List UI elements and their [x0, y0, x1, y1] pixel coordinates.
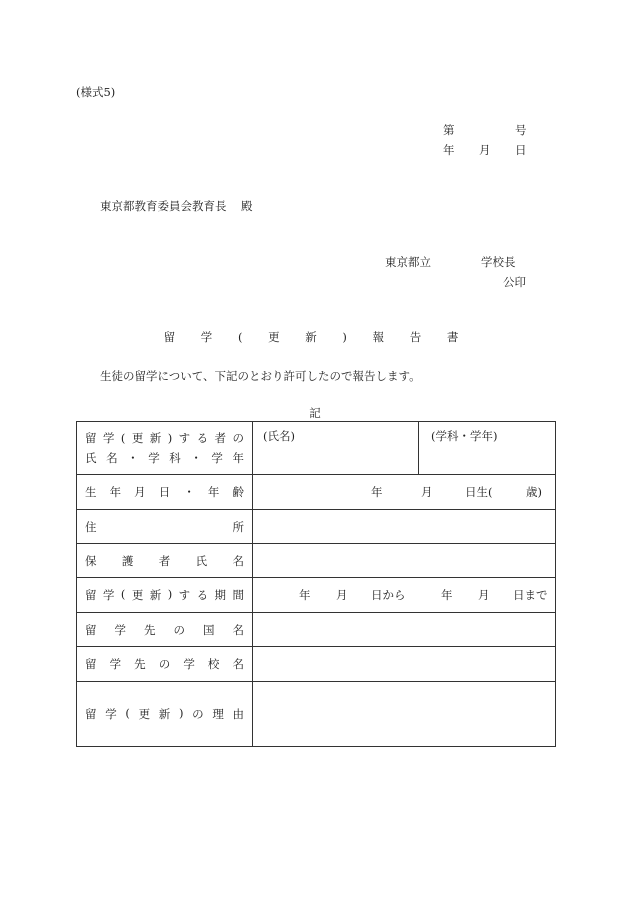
- period-end-month: 月: [478, 588, 490, 602]
- title-char: 報: [372, 330, 393, 344]
- title-char: ): [342, 330, 355, 344]
- form-number: (様式5): [76, 85, 116, 99]
- row-value-reason[interactable]: [253, 682, 556, 747]
- student-name-label: (氏名): [263, 429, 295, 443]
- addressee-honorific: 殿: [241, 199, 253, 213]
- period-end-year: 年: [441, 588, 453, 602]
- row-label-school: 留 学 先 の 学 校 名: [77, 647, 253, 682]
- row-value-country[interactable]: [253, 613, 556, 647]
- table-row: [77, 475, 556, 510]
- row-label-reason: 留 学 ( 更 新 ) の 理 由: [77, 682, 253, 747]
- addressee: 東京都教育委員会教育長: [100, 199, 227, 213]
- title-char: (: [237, 330, 251, 344]
- table-row: [77, 544, 556, 578]
- student-grade-field[interactable]: [419, 422, 555, 474]
- row-value-address[interactable]: [253, 510, 556, 544]
- row-label-country: 留 学 先 の 国 名: [77, 613, 253, 647]
- row-label-birthdate: 生 年 月 日 ・ 年 齢: [77, 475, 253, 510]
- date-month: 月: [479, 143, 491, 157]
- row-label-student: 留 学 ( 更 新 ) す る 者 の 氏 名 ・ 学 科 ・ 学 年: [77, 422, 253, 475]
- date-day: 日: [515, 143, 527, 157]
- title-char: 告: [409, 330, 430, 344]
- period-start-month: 月: [336, 588, 348, 602]
- table-row: [77, 647, 556, 682]
- report-table: [76, 421, 556, 747]
- row-value-guardian[interactable]: [253, 544, 556, 578]
- document-number-prefix: 第: [443, 123, 455, 137]
- table-row: [77, 422, 556, 475]
- title-char: 書: [446, 330, 467, 344]
- row-label-guardian: 保 護 者 氏 名: [77, 544, 253, 578]
- student-grade-label: (学科・学年): [431, 429, 498, 443]
- table-row: [77, 510, 556, 544]
- table-row: [77, 578, 556, 613]
- row-value-school[interactable]: [253, 647, 556, 682]
- ki-heading: 記: [309, 406, 321, 420]
- sender-principal: 学校長: [481, 255, 516, 269]
- title-char: 留: [163, 330, 184, 344]
- sender-school: 東京都立: [385, 255, 431, 269]
- title-char: 新: [305, 330, 325, 344]
- title-char: 更: [268, 330, 288, 344]
- row-value-birthdate[interactable]: [253, 475, 556, 510]
- table-row: [77, 682, 556, 747]
- period-end-day: 日まで: [513, 588, 548, 602]
- period-start-day: 日から: [371, 588, 406, 602]
- date-year: 年: [443, 143, 455, 157]
- birth-month-label: 月: [421, 485, 433, 499]
- document-number-suffix: 号: [515, 123, 527, 137]
- birth-day-label: 日生(: [465, 485, 493, 499]
- age-label: 歳): [526, 485, 542, 499]
- title-char: 学: [200, 330, 221, 344]
- row-value-period[interactable]: [253, 578, 556, 613]
- row-value-student[interactable]: [253, 422, 556, 475]
- intro-text: 生徒の留学について、下記のとおり許可したので報告します。: [100, 369, 421, 383]
- period-start-year: 年: [299, 588, 311, 602]
- student-name-field[interactable]: [253, 422, 419, 474]
- table-row: [77, 613, 556, 647]
- row-label-period: 留 学 ( 更 新 ) す る 期 間: [77, 578, 253, 613]
- row-label-address: 住 所: [77, 510, 253, 544]
- birth-year-label: 年: [371, 485, 383, 499]
- document-title: [0, 329, 630, 345]
- official-seal-label: 公印: [503, 275, 526, 289]
